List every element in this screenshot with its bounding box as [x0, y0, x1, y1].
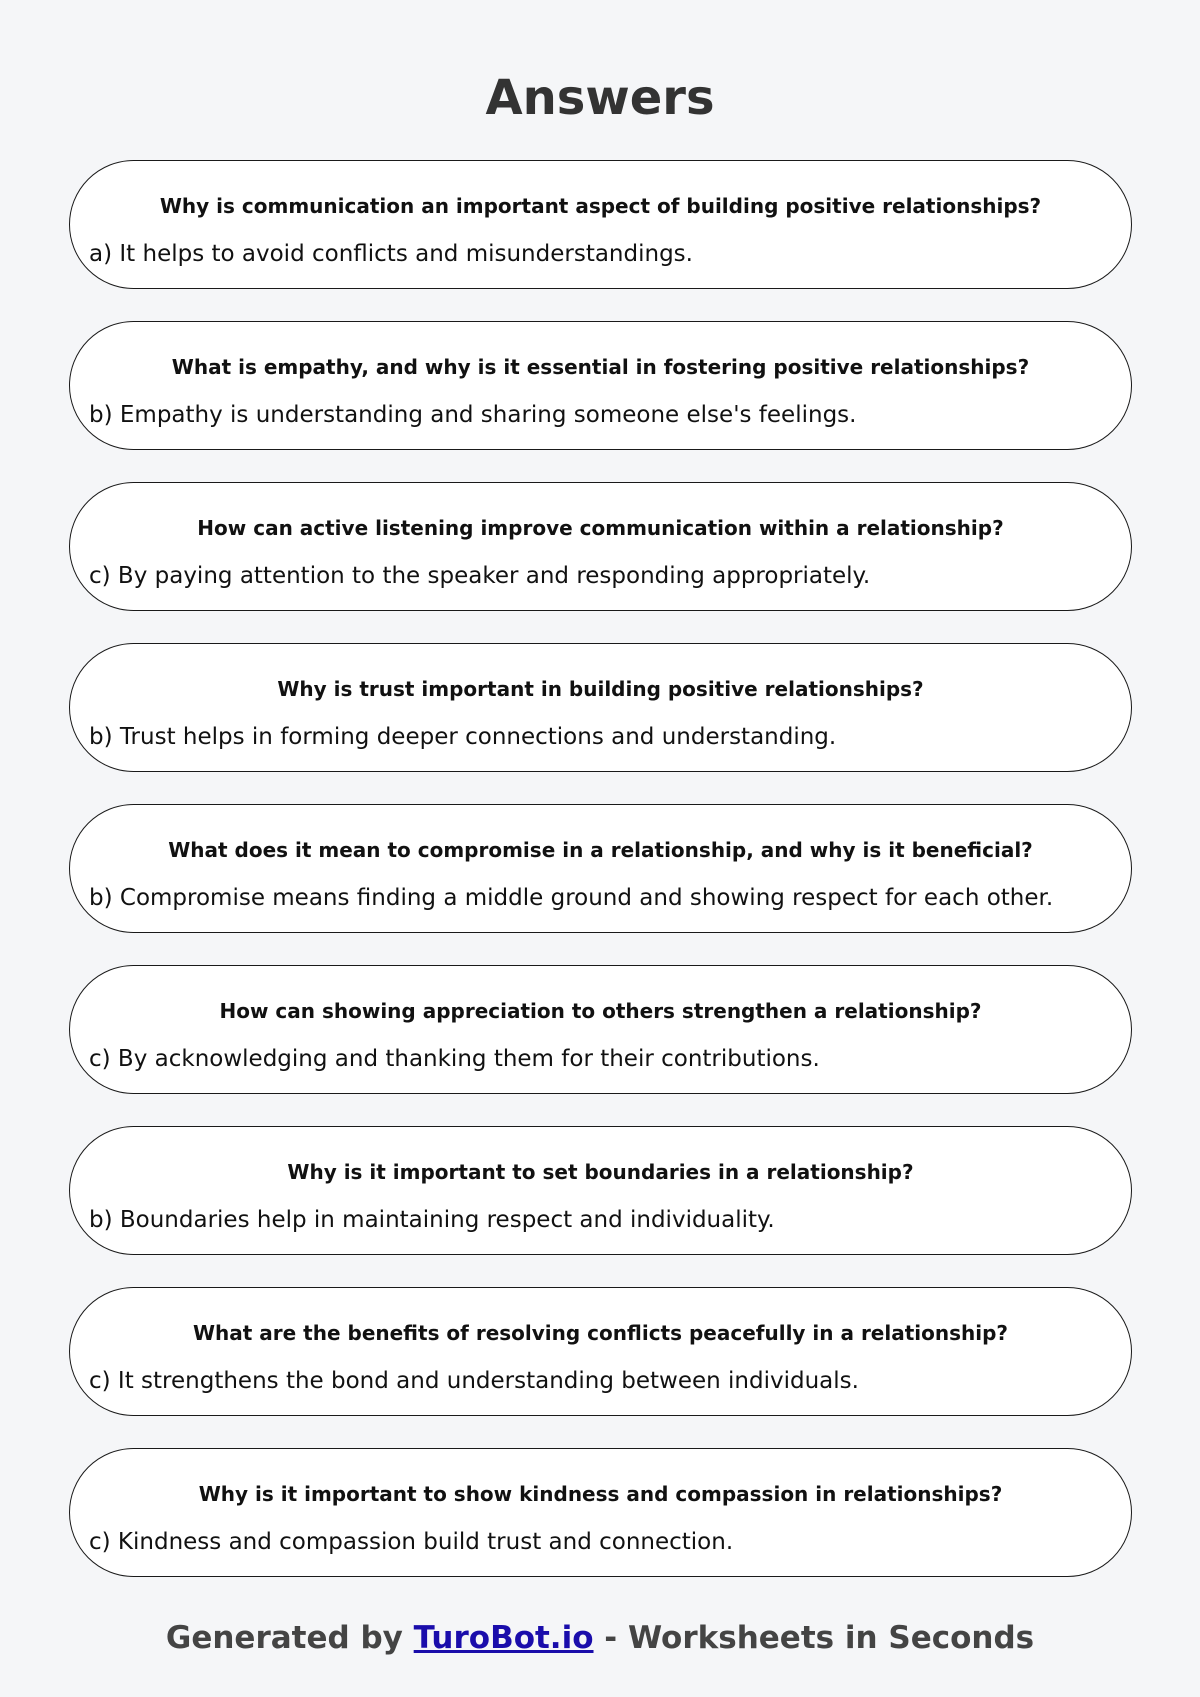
footer [0, 1618, 1200, 1658]
answer-card [69, 965, 1132, 1094]
answer-card [69, 1448, 1132, 1577]
question-text: Why is it important to set boundaries in a relationship? [287, 1160, 914, 1184]
question-text: Why is it important to show kindness and compassion in relationships? [198, 1482, 1003, 1506]
answer-card [69, 1126, 1132, 1255]
page-title: Answers [485, 70, 715, 126]
answer-text: b) Boundaries help in maintaining respect and individuality. [89, 1207, 775, 1233]
question-text: What are the benefits of resolving conflicts peacefully in a relationship? [192, 1321, 1009, 1345]
question-text: What is empathy, and why is it essential in fostering positive relationships? [171, 355, 1030, 379]
answer-text: c) Kindness and compassion build trust and connection. [89, 1529, 734, 1555]
turobot-link[interactable]: TuroBot.io [413, 1620, 594, 1656]
question-text: How can showing appreciation to others strengthen a relationship? [219, 999, 982, 1023]
answer-text: b) Empathy is understanding and sharing someone else's feelings. [89, 402, 857, 428]
answer-card [69, 804, 1132, 933]
footer-suffix: - Worksheets in Seconds [593, 1620, 1035, 1656]
question-text: What does it mean to compromise in a relationship, and why is it beneficial? [168, 838, 1033, 862]
answer-card [69, 321, 1132, 450]
question-text: Why is trust important in building positive relationships? [277, 677, 924, 701]
answer-text: c) By acknowledging and thanking them for their contributions. [89, 1046, 820, 1072]
answer-text: c) By paying attention to the speaker and responding appropriately. [89, 563, 871, 589]
question-text: Why is communication an important aspect of building positive relationships? [159, 194, 1042, 218]
footer-prefix: Generated by [165, 1620, 414, 1656]
answer-card [69, 482, 1132, 611]
answer-card [69, 160, 1132, 289]
question-text: How can active listening improve communication within a relationship? [197, 516, 1004, 540]
answer-card [69, 643, 1132, 772]
answer-text: b) Trust helps in forming deeper connections and understanding. [89, 724, 837, 750]
answer-text: c) It strengthens the bond and understanding between individuals. [89, 1368, 859, 1394]
answer-text: b) Compromise means finding a middle ground and showing respect for each other. [89, 885, 1054, 911]
answer-text: a) It helps to avoid conflicts and misunderstandings. [89, 241, 693, 267]
answer-list [69, 160, 1132, 1609]
answer-card [69, 1287, 1132, 1416]
